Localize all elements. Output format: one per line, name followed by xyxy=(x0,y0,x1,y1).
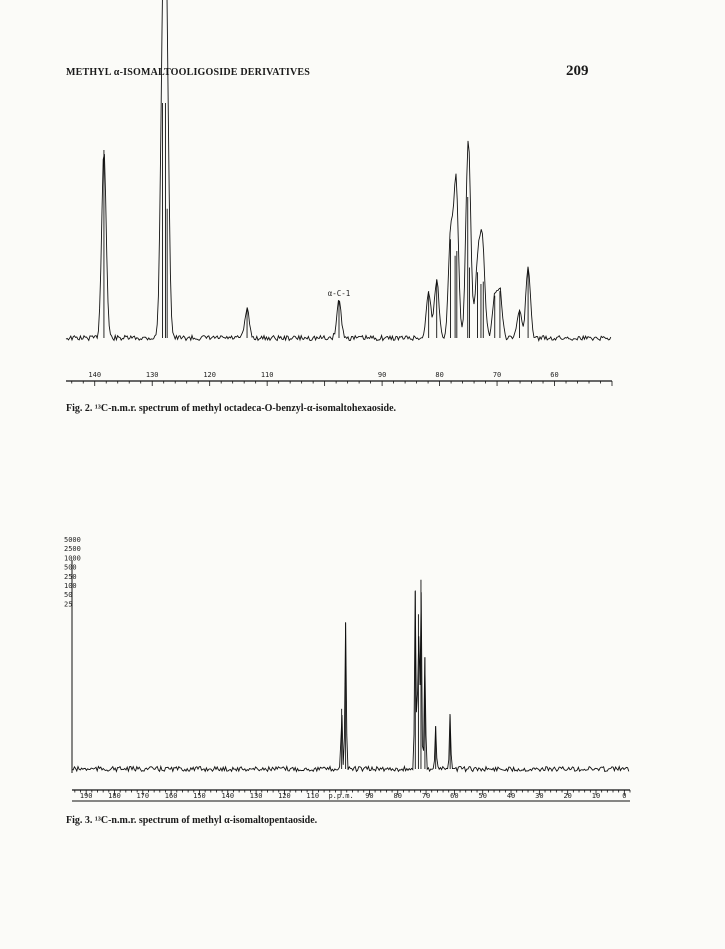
y-scale-label: 100 xyxy=(64,582,77,590)
x-tick-label: 150 xyxy=(193,792,206,800)
x-tick-label: 160 xyxy=(164,792,178,800)
x-tick-label: 80 xyxy=(435,371,444,379)
x-tick-label: 70 xyxy=(421,792,431,800)
x-tick-label: 110 xyxy=(260,371,274,379)
x-tick-label: 110 xyxy=(306,792,320,800)
y-scale-label: 25 xyxy=(64,600,73,609)
x-tick-label: 190 xyxy=(79,792,93,800)
figure-2-caption: Fig. 2. ¹³C-n.m.r. spectrum of methyl octadeca-O-benzyl-α-isomaltohexaoside. xyxy=(66,403,397,414)
x-tick-label: 50 xyxy=(478,792,487,800)
x-tick-label: 140 xyxy=(88,371,102,379)
x-tick-label: 180 xyxy=(108,792,121,800)
x-tick-label: 120 xyxy=(278,792,291,800)
x-tick-label: 130 xyxy=(249,792,263,800)
running-title: METHYL α-ISOMALTOOLIGOSIDE DERIVATIVES xyxy=(66,67,310,78)
y-scale-label: 1000 xyxy=(64,554,81,563)
peak-annotation: α-C-1 xyxy=(327,289,351,298)
x-tick-label: 40 xyxy=(506,792,516,800)
x-tick-label: 130 xyxy=(145,371,159,379)
x-tick-label: 90 xyxy=(377,371,387,379)
spectrum-trace xyxy=(72,591,629,771)
page-number: 209 xyxy=(566,63,589,79)
y-scale-label: 250 xyxy=(64,572,77,581)
x-tick-label: 140 xyxy=(221,792,235,800)
x-tick-label: p.p.m. xyxy=(328,792,354,800)
x-tick-label: 90 xyxy=(365,792,374,800)
x-tick-label: 120 xyxy=(203,371,217,379)
x-tick-label: 60 xyxy=(450,792,459,800)
x-tick-label: 170 xyxy=(136,792,150,800)
y-scale-label: 5000 xyxy=(64,536,81,544)
figure-3-caption: Fig. 3. ¹³C-n.m.r. spectrum of methyl α-isomaltopentaoside. xyxy=(66,815,318,826)
y-scale-label: 2500 xyxy=(64,545,81,554)
x-tick-label: 80 xyxy=(393,792,402,800)
x-tick-label: 70 xyxy=(492,371,502,379)
y-scale-label: 500 xyxy=(64,563,77,572)
x-tick-label: 60 xyxy=(550,371,559,379)
x-tick-label: 0 xyxy=(622,792,627,800)
x-tick-label: 30 xyxy=(535,792,544,800)
x-tick-label: 10 xyxy=(591,792,601,800)
x-tick-label: 20 xyxy=(563,792,572,800)
y-scale-label: 50 xyxy=(64,591,73,600)
